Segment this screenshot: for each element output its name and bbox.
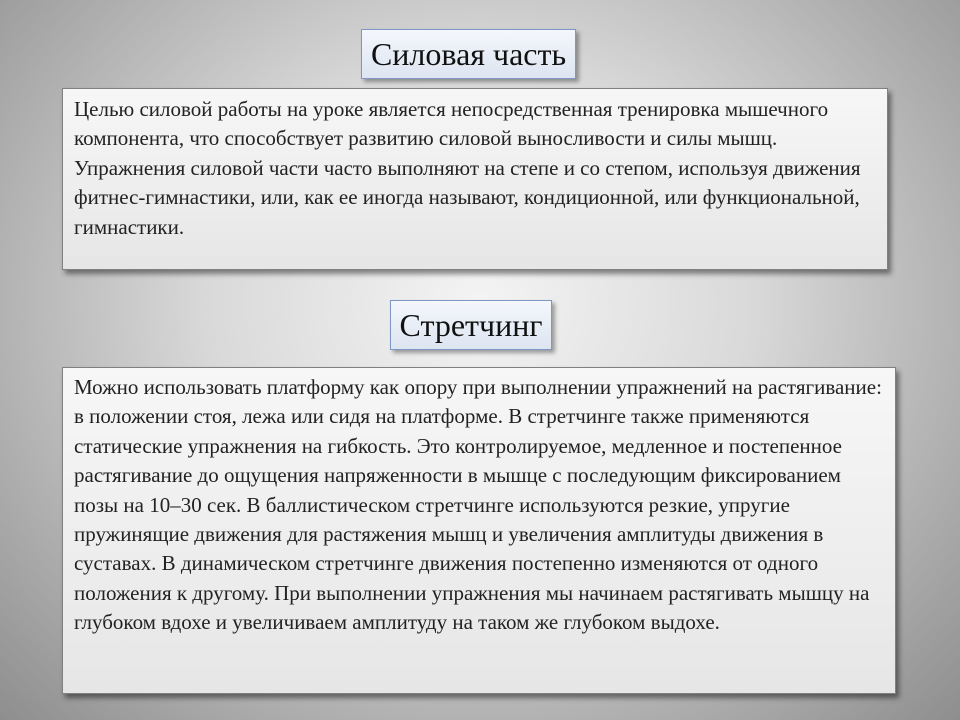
section-title-stretching (390, 300, 552, 350)
section-title-text: Силовая часть (370, 36, 567, 72)
paragraph: Целью силовой работы на уроке является непосредственная тренировка мышечного компонента, что способствует развитию силовой выносливости и силы мышц. (74, 97, 829, 151)
stretching-text-box (62, 367, 896, 694)
paragraph: Упражнения силовой части часто выполняют на степе и со степом, используя движения фитнес-гимнастики, или, как ее иногда называют, кондиционной, или функциональной, гимнастики. (74, 155, 861, 239)
section-title-text: Стретчинг (399, 307, 543, 343)
section-title-strength (361, 29, 576, 79)
strength-text-box (62, 88, 888, 270)
paragraph: Можно использовать платформу как опору при выполнении упражнений на растягивание: в положении стоя, лежа или сидя на платформе. В стретчинге также применяются статические упражнения на гибкость. Это контролируемое, медленное и постепенное растягивание до ощущения напряженности в мышце с последующим фиксированием позы на 10–30 сек. В баллистическом стретчинге используются резкие, упругие пружинящие движения для растяжения мышц и увеличения амплитуды движения в суставах. В динамическом стретчинге движения постепенно изменяются от одного положения к другому. При выполнении упражнения мы начинаем растягивать мышцу на глубоком вдохе и увеличиваем амплитуду на таком же глубоком выдохе. (74, 375, 882, 635)
